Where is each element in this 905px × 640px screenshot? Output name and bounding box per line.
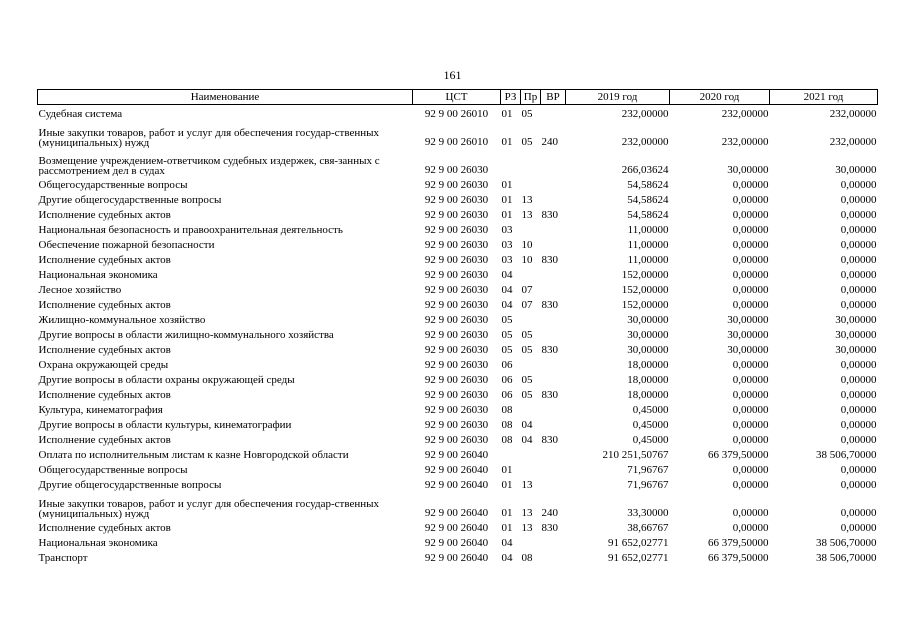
cell-2021: 0,00000 bbox=[840, 224, 877, 236]
cell-vr bbox=[541, 446, 566, 461]
cell-pr bbox=[521, 148, 541, 176]
cell-2020: 0,00000 bbox=[732, 209, 769, 221]
header-pr: Пр bbox=[521, 90, 541, 105]
header-cst: ЦСТ bbox=[413, 90, 501, 105]
cell-2021: 30,00000 bbox=[835, 314, 877, 326]
cell-name: Иные закупки товаров, работ и услуг для обеспечения государ-ственных (муниципальных) нужд bbox=[38, 127, 380, 148]
cell-2019: 0,45000 bbox=[632, 404, 669, 416]
cell-2021: 232,00000 bbox=[829, 136, 877, 148]
cell-2019: 11,00000 bbox=[627, 254, 669, 266]
cell-pr: 05 bbox=[521, 329, 533, 341]
cell-pr: 10 bbox=[521, 254, 533, 266]
cell-2021: 0,00000 bbox=[840, 419, 877, 431]
table-row bbox=[38, 266, 878, 281]
cell-name: Общегосударственные вопросы bbox=[38, 464, 188, 476]
cell-2021: 0,00000 bbox=[840, 194, 877, 206]
cell-pr: 10 bbox=[521, 239, 533, 251]
header-name: Наименование bbox=[38, 90, 413, 105]
cell-2020: 0,00000 bbox=[732, 269, 769, 281]
cell-cst: 92 9 00 26030 bbox=[424, 254, 489, 266]
cell-cst: 92 9 00 26030 bbox=[424, 299, 489, 311]
cell-name: Жилищно-коммунальное хозяйство bbox=[38, 314, 206, 326]
header-rz: РЗ bbox=[501, 90, 521, 105]
cell-2020: 0,00000 bbox=[732, 404, 769, 416]
cell-2020: 0,00000 bbox=[732, 299, 769, 311]
cell-2020: 0,00000 bbox=[732, 507, 769, 519]
cell-vr bbox=[541, 105, 566, 121]
cell-vr bbox=[541, 266, 566, 281]
cell-2019: 152,00000 bbox=[621, 284, 669, 296]
cell-pr: 05 bbox=[521, 344, 533, 356]
cell-rz: 08 bbox=[501, 419, 513, 431]
cell-cst: 92 9 00 26030 bbox=[424, 329, 489, 341]
cell-2019: 18,00000 bbox=[627, 374, 669, 386]
cell-pr: 05 bbox=[521, 108, 533, 120]
cell-name: Национальная экономика bbox=[38, 537, 158, 549]
cell-pr bbox=[521, 446, 541, 461]
cell-cst: 92 9 00 26010 bbox=[424, 108, 489, 120]
cell-pr: 13 bbox=[521, 479, 533, 491]
cell-vr bbox=[541, 326, 566, 341]
cell-cst: 92 9 00 26040 bbox=[424, 552, 489, 564]
cell-vr bbox=[541, 356, 566, 371]
cell-cst: 92 9 00 26030 bbox=[424, 419, 489, 431]
cell-name: Оплата по исполнительным листам к казне Новгородской области bbox=[38, 449, 349, 461]
cell-name: Исполнение судебных актов bbox=[38, 522, 171, 534]
cell-2020: 0,00000 bbox=[732, 464, 769, 476]
cell-pr bbox=[521, 401, 541, 416]
cell-rz: 04 bbox=[501, 284, 513, 296]
cell-2020: 0,00000 bbox=[732, 254, 769, 266]
cell-2019: 18,00000 bbox=[627, 389, 669, 401]
cell-rz: 01 bbox=[501, 507, 513, 519]
cell-cst: 92 9 00 26030 bbox=[424, 269, 489, 281]
cell-cst: 92 9 00 26030 bbox=[424, 284, 489, 296]
cell-2020: 66 379,50000 bbox=[708, 449, 769, 461]
cell-pr bbox=[521, 311, 541, 326]
table-row bbox=[38, 176, 878, 191]
table-row bbox=[38, 341, 878, 356]
table-row bbox=[38, 416, 878, 431]
cell-rz bbox=[501, 446, 521, 461]
cell-pr: 13 bbox=[521, 522, 533, 534]
cell-pr: 05 bbox=[521, 389, 533, 401]
cell-name: Иные закупки товаров, работ и услуг для обеспечения государ-ственных (муниципальных) нужд bbox=[38, 498, 380, 519]
cell-rz: 06 bbox=[501, 389, 513, 401]
cell-2019: 30,00000 bbox=[627, 314, 669, 326]
cell-2019: 91 652,02771 bbox=[608, 537, 669, 549]
cell-2019: 266,03624 bbox=[621, 164, 669, 176]
cell-2020: 0,00000 bbox=[732, 419, 769, 431]
cell-2020: 0,00000 bbox=[732, 224, 769, 236]
table-body bbox=[38, 105, 878, 565]
cell-2021: 0,00000 bbox=[840, 239, 877, 251]
cell-2020: 0,00000 bbox=[732, 389, 769, 401]
cell-cst: 92 9 00 26030 bbox=[424, 404, 489, 416]
cell-2020: 0,00000 bbox=[732, 179, 769, 191]
table-row bbox=[38, 221, 878, 236]
cell-cst: 92 9 00 26040 bbox=[424, 522, 489, 534]
table-row bbox=[38, 491, 878, 519]
cell-2019: 54,58624 bbox=[627, 194, 669, 206]
cell-2021: 0,00000 bbox=[840, 254, 877, 266]
cell-name: Другие вопросы в области культуры, кинематографии bbox=[38, 419, 292, 431]
cell-2021: 0,00000 bbox=[840, 522, 877, 534]
cell-rz: 01 bbox=[501, 179, 513, 191]
cell-cst: 92 9 00 26030 bbox=[424, 209, 489, 221]
cell-name: Возмещение учреждением-ответчиком судебных издержек, свя-занных с рассмотрением дел в судах bbox=[38, 155, 380, 176]
cell-name: Судебная система bbox=[38, 108, 123, 120]
cell-pr: 05 bbox=[521, 374, 533, 386]
cell-pr: 13 bbox=[521, 194, 533, 206]
cell-2019: 71,96767 bbox=[627, 464, 669, 476]
cell-rz: 03 bbox=[501, 254, 513, 266]
cell-2021: 0,00000 bbox=[840, 284, 877, 296]
cell-2021: 30,00000 bbox=[835, 164, 877, 176]
table-row bbox=[38, 431, 878, 446]
cell-rz: 04 bbox=[501, 269, 513, 281]
cell-cst: 92 9 00 26030 bbox=[424, 164, 489, 176]
table-row bbox=[38, 371, 878, 386]
cell-vr: 830 bbox=[541, 522, 558, 534]
cell-name: Лесное хозяйство bbox=[38, 284, 122, 296]
cell-2021: 0,00000 bbox=[840, 374, 877, 386]
cell-2019: 152,00000 bbox=[621, 299, 669, 311]
cell-name: Исполнение судебных актов bbox=[38, 389, 171, 401]
cell-rz: 08 bbox=[501, 404, 513, 416]
cell-rz: 01 bbox=[501, 108, 513, 120]
cell-pr bbox=[521, 461, 541, 476]
cell-vr bbox=[541, 401, 566, 416]
cell-cst: 92 9 00 26030 bbox=[424, 434, 489, 446]
cell-2019: 11,00000 bbox=[627, 239, 669, 251]
cell-pr bbox=[521, 356, 541, 371]
cell-2021: 0,00000 bbox=[840, 479, 877, 491]
table-row bbox=[38, 148, 878, 176]
table-row bbox=[38, 206, 878, 221]
cell-vr: 240 bbox=[541, 507, 558, 519]
cell-pr: 07 bbox=[521, 299, 533, 311]
cell-name: Общегосударственные вопросы bbox=[38, 179, 188, 191]
cell-2020: 30,00000 bbox=[727, 314, 769, 326]
cell-2021: 30,00000 bbox=[835, 344, 877, 356]
cell-vr bbox=[541, 191, 566, 206]
header-2020: 2020 год bbox=[670, 90, 770, 105]
cell-rz: 04 bbox=[501, 299, 513, 311]
cell-2020: 232,00000 bbox=[721, 108, 769, 120]
cell-cst: 92 9 00 26030 bbox=[424, 314, 489, 326]
cell-2020: 0,00000 bbox=[732, 434, 769, 446]
cell-2020: 0,00000 bbox=[732, 359, 769, 371]
cell-name: Другие общегосударственные вопросы bbox=[38, 194, 222, 206]
cell-2019: 54,58624 bbox=[627, 179, 669, 191]
table-row bbox=[38, 549, 878, 564]
table-row bbox=[38, 519, 878, 534]
cell-pr bbox=[521, 266, 541, 281]
cell-name: Другие вопросы в области жилищно-коммунального хозяйства bbox=[38, 329, 334, 341]
cell-2019: 54,58624 bbox=[627, 209, 669, 221]
cell-rz: 06 bbox=[501, 359, 513, 371]
cell-2021: 0,00000 bbox=[840, 209, 877, 221]
cell-pr bbox=[521, 221, 541, 236]
cell-rz: 03 bbox=[501, 224, 513, 236]
header-vr: ВР bbox=[541, 90, 566, 105]
cell-cst: 92 9 00 26030 bbox=[424, 389, 489, 401]
cell-2019: 0,45000 bbox=[632, 434, 669, 446]
cell-rz: 01 bbox=[501, 209, 513, 221]
cell-cst: 92 9 00 26040 bbox=[424, 449, 489, 461]
cell-2019: 33,30000 bbox=[627, 507, 669, 519]
cell-cst: 92 9 00 26030 bbox=[424, 344, 489, 356]
cell-rz: 01 bbox=[501, 522, 513, 534]
cell-rz: 01 bbox=[501, 194, 513, 206]
cell-2020: 0,00000 bbox=[732, 522, 769, 534]
cell-2021: 0,00000 bbox=[840, 269, 877, 281]
cell-2019: 232,00000 bbox=[621, 136, 669, 148]
cell-2020: 0,00000 bbox=[732, 194, 769, 206]
table-row bbox=[38, 105, 878, 121]
table-row bbox=[38, 534, 878, 549]
cell-2021: 38 506,70000 bbox=[816, 449, 877, 461]
cell-name: Исполнение судебных актов bbox=[38, 299, 171, 311]
cell-2019: 18,00000 bbox=[627, 359, 669, 371]
cell-2021: 0,00000 bbox=[840, 179, 877, 191]
cell-vr bbox=[541, 549, 566, 564]
cell-2019: 232,00000 bbox=[621, 108, 669, 120]
cell-name: Культура, кинематография bbox=[38, 404, 163, 416]
cell-2020: 30,00000 bbox=[727, 329, 769, 341]
cell-cst: 92 9 00 26040 bbox=[424, 479, 489, 491]
cell-cst: 92 9 00 26030 bbox=[424, 194, 489, 206]
table-row bbox=[38, 446, 878, 461]
cell-2021: 0,00000 bbox=[840, 507, 877, 519]
cell-2020: 0,00000 bbox=[732, 479, 769, 491]
cell-2019: 152,00000 bbox=[621, 269, 669, 281]
cell-2020: 232,00000 bbox=[721, 136, 769, 148]
table-row bbox=[38, 461, 878, 476]
cell-vr bbox=[541, 221, 566, 236]
cell-rz: 03 bbox=[501, 239, 513, 251]
cell-vr bbox=[541, 416, 566, 431]
cell-name: Национальная безопасность и правоохранительная деятельность bbox=[38, 224, 343, 236]
cell-rz: 05 bbox=[501, 329, 513, 341]
cell-name: Обеспечение пожарной безопасности bbox=[38, 239, 215, 251]
cell-name: Национальная экономика bbox=[38, 269, 158, 281]
cell-name: Транспорт bbox=[38, 552, 88, 564]
cell-cst: 92 9 00 26040 bbox=[424, 537, 489, 549]
cell-vr bbox=[541, 371, 566, 386]
cell-rz: 06 bbox=[501, 374, 513, 386]
cell-vr: 830 bbox=[541, 344, 558, 356]
cell-2020: 30,00000 bbox=[727, 344, 769, 356]
cell-rz: 01 bbox=[501, 136, 513, 148]
cell-vr: 830 bbox=[541, 209, 558, 221]
table-row bbox=[38, 311, 878, 326]
header-2019: 2019 год bbox=[566, 90, 670, 105]
cell-pr: 04 bbox=[521, 434, 533, 446]
cell-name: Другие общегосударственные вопросы bbox=[38, 479, 222, 491]
cell-2020: 66 379,50000 bbox=[708, 537, 769, 549]
cell-2021: 0,00000 bbox=[840, 389, 877, 401]
cell-name: Исполнение судебных актов bbox=[38, 344, 171, 356]
cell-name: Исполнение судебных актов bbox=[38, 209, 171, 221]
cell-rz bbox=[501, 148, 521, 176]
cell-2019: 71,96767 bbox=[627, 479, 669, 491]
cell-cst: 92 9 00 26030 bbox=[424, 374, 489, 386]
cell-name: Исполнение судебных актов bbox=[38, 434, 171, 446]
cell-2019: 30,00000 bbox=[627, 344, 669, 356]
cell-rz: 05 bbox=[501, 314, 513, 326]
header-row bbox=[38, 90, 878, 105]
cell-2020: 0,00000 bbox=[732, 374, 769, 386]
cell-2021: 0,00000 bbox=[840, 404, 877, 416]
budget-table bbox=[37, 89, 878, 564]
cell-cst: 92 9 00 26030 bbox=[424, 239, 489, 251]
cell-2019: 30,00000 bbox=[627, 329, 669, 341]
cell-2020: 0,00000 bbox=[732, 284, 769, 296]
cell-2021: 0,00000 bbox=[840, 359, 877, 371]
cell-cst: 92 9 00 26030 bbox=[424, 179, 489, 191]
cell-vr: 830 bbox=[541, 389, 558, 401]
cell-rz: 05 bbox=[501, 344, 513, 356]
cell-2021: 30,00000 bbox=[835, 329, 877, 341]
cell-2019: 91 652,02771 bbox=[608, 552, 669, 564]
cell-vr: 830 bbox=[541, 434, 558, 446]
table-row bbox=[38, 401, 878, 416]
cell-2021: 232,00000 bbox=[829, 108, 877, 120]
cell-vr bbox=[541, 148, 566, 176]
cell-2021: 38 506,70000 bbox=[816, 537, 877, 549]
cell-rz: 01 bbox=[501, 464, 513, 476]
cell-2021: 38 506,70000 bbox=[816, 552, 877, 564]
cell-pr: 07 bbox=[521, 284, 533, 296]
cell-pr bbox=[521, 176, 541, 191]
cell-2020: 0,00000 bbox=[732, 239, 769, 251]
cell-pr: 05 bbox=[521, 136, 533, 148]
cell-2019: 11,00000 bbox=[627, 224, 669, 236]
cell-vr bbox=[541, 176, 566, 191]
header-2021: 2021 год bbox=[770, 90, 878, 105]
cell-cst: 92 9 00 26010 bbox=[424, 136, 489, 148]
cell-2021: 0,00000 bbox=[840, 464, 877, 476]
cell-2019: 210 251,50767 bbox=[602, 449, 669, 461]
cell-2020: 66 379,50000 bbox=[708, 552, 769, 564]
cell-pr: 08 bbox=[521, 552, 533, 564]
cell-rz: 04 bbox=[501, 537, 513, 549]
cell-pr: 13 bbox=[521, 209, 533, 221]
cell-rz: 01 bbox=[501, 479, 513, 491]
cell-2021: 0,00000 bbox=[840, 434, 877, 446]
table-row bbox=[38, 281, 878, 296]
cell-vr bbox=[541, 534, 566, 549]
cell-2021: 0,00000 bbox=[840, 299, 877, 311]
cell-cst: 92 9 00 26030 bbox=[424, 359, 489, 371]
cell-2019: 0,45000 bbox=[632, 419, 669, 431]
cell-name: Охрана окружающей среды bbox=[38, 359, 169, 371]
table-row bbox=[38, 236, 878, 251]
table-row bbox=[38, 120, 878, 148]
cell-name: Другие вопросы в области охраны окружающей среды bbox=[38, 374, 295, 386]
cell-vr bbox=[541, 236, 566, 251]
cell-rz: 08 bbox=[501, 434, 513, 446]
cell-vr bbox=[541, 311, 566, 326]
cell-vr: 830 bbox=[541, 254, 558, 266]
cell-cst: 92 9 00 26040 bbox=[424, 464, 489, 476]
cell-cst: 92 9 00 26030 bbox=[424, 224, 489, 236]
cell-vr: 830 bbox=[541, 299, 558, 311]
table-row bbox=[38, 251, 878, 266]
cell-rz: 04 bbox=[501, 552, 513, 564]
cell-vr bbox=[541, 461, 566, 476]
table-header bbox=[38, 90, 878, 105]
cell-name: Исполнение судебных актов bbox=[38, 254, 171, 266]
table-row bbox=[38, 326, 878, 341]
cell-pr bbox=[521, 534, 541, 549]
table-row bbox=[38, 191, 878, 206]
cell-vr bbox=[541, 281, 566, 296]
table-row bbox=[38, 356, 878, 371]
cell-cst: 92 9 00 26040 bbox=[424, 507, 489, 519]
cell-vr: 240 bbox=[541, 136, 558, 148]
cell-2019: 38,66767 bbox=[627, 522, 669, 534]
cell-pr: 04 bbox=[521, 419, 533, 431]
cell-2020: 30,00000 bbox=[727, 164, 769, 176]
table-row bbox=[38, 476, 878, 491]
table-row bbox=[38, 386, 878, 401]
table-row bbox=[38, 296, 878, 311]
cell-pr: 13 bbox=[521, 507, 533, 519]
page-number: 161 bbox=[443, 68, 462, 82]
cell-vr bbox=[541, 476, 566, 491]
